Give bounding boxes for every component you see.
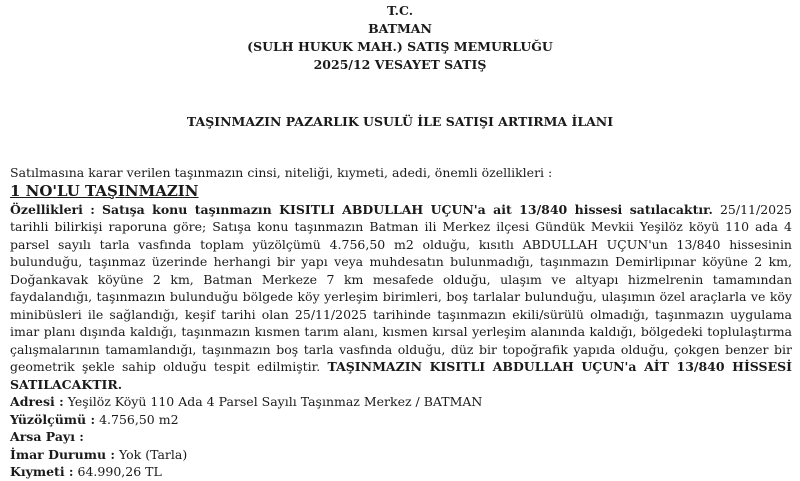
announcement-title: TAŞINMAZIN PAZARLIK USULÜ İLE SATIŞI ARTIRMA İLANI: [186, 114, 614, 129]
header-city: BATMAN: [368, 21, 432, 36]
share-label: Arsa Payı :: [10, 429, 84, 444]
value-amount: 64.990,26 TL: [77, 464, 162, 479]
item-heading: 1 NO'LU TAŞINMAZIN: [10, 181, 199, 200]
features-bold-text: Satışa konu taşınmazın KISITLI ABDULLAH UÇUN'a ait 13/840 hissesi satılacaktır.: [101, 201, 713, 217]
header-republic: T.C.: [386, 3, 414, 18]
value-row: [10, 463, 792, 481]
document-content: [10, 164, 792, 481]
address-value: Yeşilöz Köyü 110 Ada 4 Parsel Sayılı Taşınmaz Merkez / BATMAN: [67, 394, 483, 409]
header-case-number: 2025/12 VESAYET SATIŞ: [313, 57, 487, 72]
zoning-label: İmar Durumu :: [10, 446, 115, 462]
intro-text: Satılmasına karar verilen taşınmazın cinsi, niteliği, kıymeti, adedi, önemli özellikleri :: [10, 165, 553, 180]
features-tail: TAŞINMAZIN KISITLI ABDULLAH UÇUN'a AİT 13/840 HİSSESİ SATILACAKTIR.: [10, 359, 792, 392]
zoning-row: [10, 446, 792, 464]
document-header: [0, 2, 800, 74]
area-row: [10, 411, 792, 429]
value-label: Kıymeti :: [10, 464, 74, 479]
share-row: [10, 428, 792, 446]
address-row: [10, 393, 792, 411]
features-paragraph: [10, 201, 792, 394]
features-text: 25/11/2025 tarihli bilirkişi raporuna göre; Satışa konu taşınmazın Batman ili Merkez ilçesi Gündük Mevkii Yeşilöz köyü 110 ada 4 parsel sayılı tarla vasfında toplam yüzölçümü 4.756,50 m2 olduğu, kısıtlı ABDULLAH UÇUN'un 13/840 hissesinin bulunduğu, taşınmaz üzerinde herhangi bir yapı veya muhdesatın bulunmadığı, taşınmazın Demirlipınar köyüne 2 km, Doğankavak köyüne 2 km, Batman Merkeze 7 km mesafede olduğu, ulaşım ve altyapı hizmelrenin tamamından faydalandığı, taşınmazın bulunduğu bölgede köy yerleşim birimleri, boş tarlalar bulunduğu, ulaşımın özel araçlarla ve köy minibüsleri ile sağlandığı, keşif tarihi olan 25/11/2025 tarihinde taşınmazın ekili/sürülü olmadığı, taşınmazın uygulama imar planı dışında kaldığı, taşınmazın kısmen tarım alanı, kısmen kırsal yerleşim alanında kaldığı, bölgedeki toplulaştırma çalışmalarının tamamlandığı, taşınmazın boş tarla vasfında olduğu, düz bir topoğrafik yapıda olduğu, çokgen benzer bir geometrik şekle sahip olduğu tespit edilmiştir.: [10, 201, 792, 374]
header-office: (SULH HUKUK MAH.) SATIŞ MEMURLUĞU: [247, 39, 553, 54]
features-label: Özellikleri :: [10, 201, 95, 217]
zoning-value: Yok (Tarla): [118, 446, 188, 462]
address-label: Adresi :: [10, 394, 64, 409]
area-label: Yüzölçümü :: [10, 411, 96, 427]
area-value: 4.756,50 m2: [99, 411, 179, 427]
